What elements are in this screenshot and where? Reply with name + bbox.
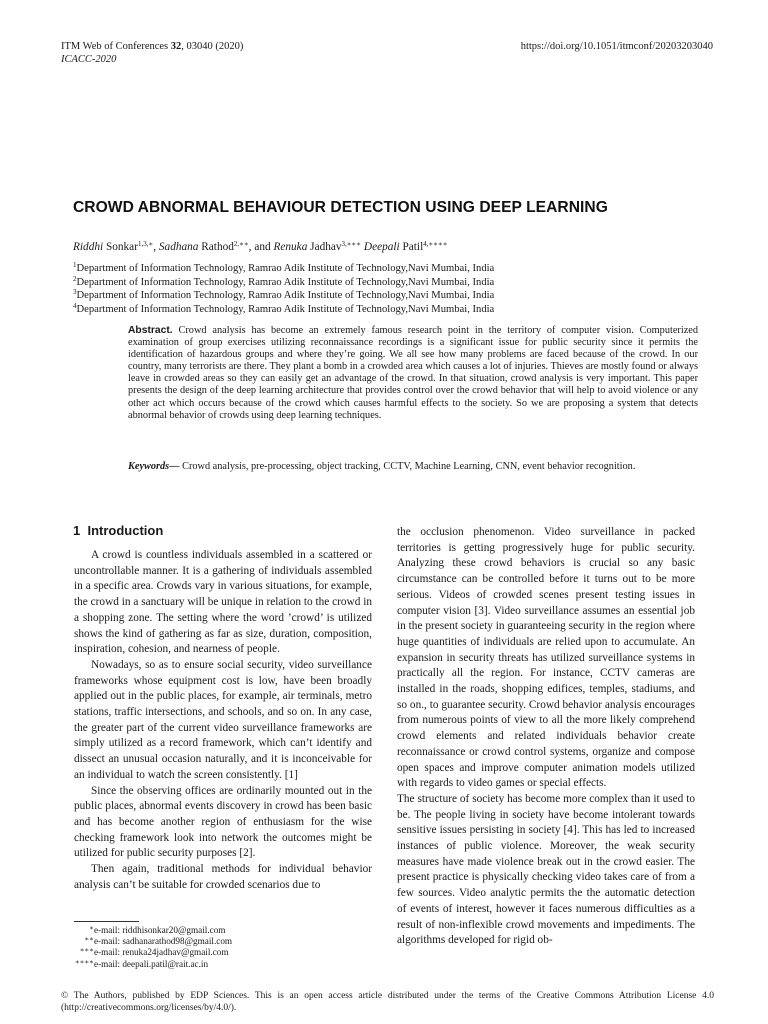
abstract-label: Abstract. xyxy=(128,325,173,336)
affiliation: $^4$Department of Information Technology, Ramrao Adik Institute of Technology,Navi Mumbai, India xyxy=(73,301,495,315)
paragraph: Nowadays, so as to ensure social security, video surveillance frameworks whose equipment cost is low, have been broadly applied out in the public places, for example, air terminals, metro stations, traffic intersections, and schools, and so on. In any case, the greater part of the current video surveillance frameworks are simply utilized as a record framework, which can’t identify and dissect an unusual occasion naturally, and it is inconceivable for an individual to watch the screen consistently. [1] xyxy=(74,658,372,781)
keywords xyxy=(128,461,698,474)
journal-header xyxy=(61,40,243,66)
footnote: ∗∗e-mail: sadhanarathod98@gmail.com xyxy=(84,935,233,947)
paragraph: A crowd is countless individuals assembled in a scattered or uncontrollable manner. It is a gathering of individuals assembled in a specific area. Crowds vary in various situations, for example, the crowd in a sanctuary will be unique in relation to the crowd in a shopping zone. The setting where the word ’crowd’ is utilized shows the kind of gathering as far as size, duration, composition, inspiration, cohesion, and nearness of people. xyxy=(74,549,372,656)
author: Deepali Patil$^{4,∗∗∗∗}$ xyxy=(363,240,448,253)
paper-title: CROWD ABNORMAL BEHAVIOUR DETECTION USING DEEP LEARNING xyxy=(73,199,608,216)
doi-link[interactable]: https://doi.org/10.1051/itmconf/20203203040 xyxy=(520,41,713,52)
license-notice: © The Authors, published by EDP Sciences. This is an open access article distributed under the terms of the Creative Commons Attribution License 4.0 (http://creativecommons.org/licenses/by/4.0/). xyxy=(61,991,714,1013)
journal-volume: 32 xyxy=(170,41,182,52)
paragraph: Since the observing offices are ordinarily mounted out in the public places, abnormal events discovery in crowd has been basic and has become another region of enthusiasm for the wise checking framework look into network the outcomes might be utilized for public security purposes [2]. xyxy=(74,784,372,860)
affiliation: $^2$Department of Information Technology, Ramrao Adik Institute of Technology,Navi Mumbai, India xyxy=(73,274,495,288)
author: Sadhana Rathod$^{2,∗∗}$ xyxy=(158,240,249,253)
keywords-label: Keywords— xyxy=(128,461,180,472)
affiliation: $^1$Department of Information Technology, Ramrao Adik Institute of Technology,Navi Mumbai, India xyxy=(73,261,495,274)
affiliation: $^3$Department of Information Technology, Ramrao Adik Institute of Technology,Navi Mumbai, India xyxy=(73,288,495,302)
journal-citation: ITM Web of Conferences 32, 03040 (2020) xyxy=(61,41,244,52)
author: Renuka Jadhav$^{3,∗∗∗}$ xyxy=(273,240,362,253)
left-column xyxy=(74,548,372,893)
author: Riddhi Sonkar$^{1,3,∗}$ xyxy=(73,240,154,253)
abstract xyxy=(128,325,698,422)
right-column xyxy=(397,525,695,949)
paragraph: The structure of society has become more complex than it used to be. The people living in society have become intolerant towards sensitive issues persisting in society [4]. This has led to increased instances of public violence. Moreover, the weak security measures have made violence break out in the crowd easier. The present practice is physically checking video takes care of from a few sources. Video analytic permits the the automatic detection of events of interest, however it faces numerous difficulties as a result of non-inflexible crowd movements and impediments. The algorithms developed for rigid ob- xyxy=(397,792,695,947)
paragraph: Then again, traditional methods for individual behavior analysis can’t be suitable for crowded scenarios due to xyxy=(74,863,372,891)
footnote-divider xyxy=(74,921,139,922)
abstract-text: Crowd analysis has become an extremely famous research point in the territory of computer vision. Computerized examination of group exercises utilizing reconnaissance recordings is a significant issue for public security since it permits the identification of hazardous groups and where they’re going. We all see how many problems are faced because of the crowd. In our country, many terrorists are there. They plant a bomb in a crowded area which causes a lot of injuries. Thieves are mostly found or always leave in crowded areas so they can easily get an advantage of the crowd. In that situation, crowd analysis is very important. This paper presents the design of the deep learning architecture that provides control over the crowd behavior that will help to avoid violence or any other act which occurs because of the crowd which causes harmful effects to the society. So we are proposing a system that detects abnormal behavior of crowds using deep learning techniques. xyxy=(128,325,698,421)
keywords-text: Crowd analysis, pre-processing, object tracking, CCTV, Machine Learning, CNN, event behavior recognition. xyxy=(179,461,636,472)
author-list: Riddhi Sonkar$^{1,3,∗}$, Sadhana Rathod$^{2,∗∗}$, and Renuka Jadhav$^{3,∗∗∗}$ Deepali Patil$^{4,∗∗∗∗}$ xyxy=(73,240,448,253)
affiliation-list xyxy=(73,262,494,316)
footnote: ∗∗∗∗e-mail: deepali.patil@rait.ac.in xyxy=(74,957,209,969)
section-heading: 1 Introduction xyxy=(73,523,164,538)
conference-name: ICACC-2020 xyxy=(61,54,117,65)
footnote: ∗∗∗e-mail: renuka24jadhav@gmail.com xyxy=(79,946,229,958)
paragraph: the occlusion phenomenon. Video surveillance in packed territories is getting progressively huge for public security. Analyzing these crowd behaviors is crucial so any basic circumstance can be controlled before it turns out to be more serious. Videos of crowded scenes present testing issues in computer vision [3]. Video surveillance assumes an essential job in the present society in guaranteeing security in the region where huge quantities of individuals are relied upon to accumulate. An expansion in security threats has utilized surveillance systems in practically all the region. For instance, CCTV cameras are installed in the roads, shopping edifices, temples, stadiums, and so on., to guarantee security. Crowd behavior analysis encourages from numerous points of view to all the more likely comprehend crowd elements and related individuals behavior create reconnaissance or crowd control systems, organize and compose open spaces and improve computer animation models utilized with regards to video games or special effects. xyxy=(397,526,695,790)
footnote: ∗e-mail: riddhisonkar20@gmail.com xyxy=(89,924,226,935)
footnotes xyxy=(74,925,232,970)
